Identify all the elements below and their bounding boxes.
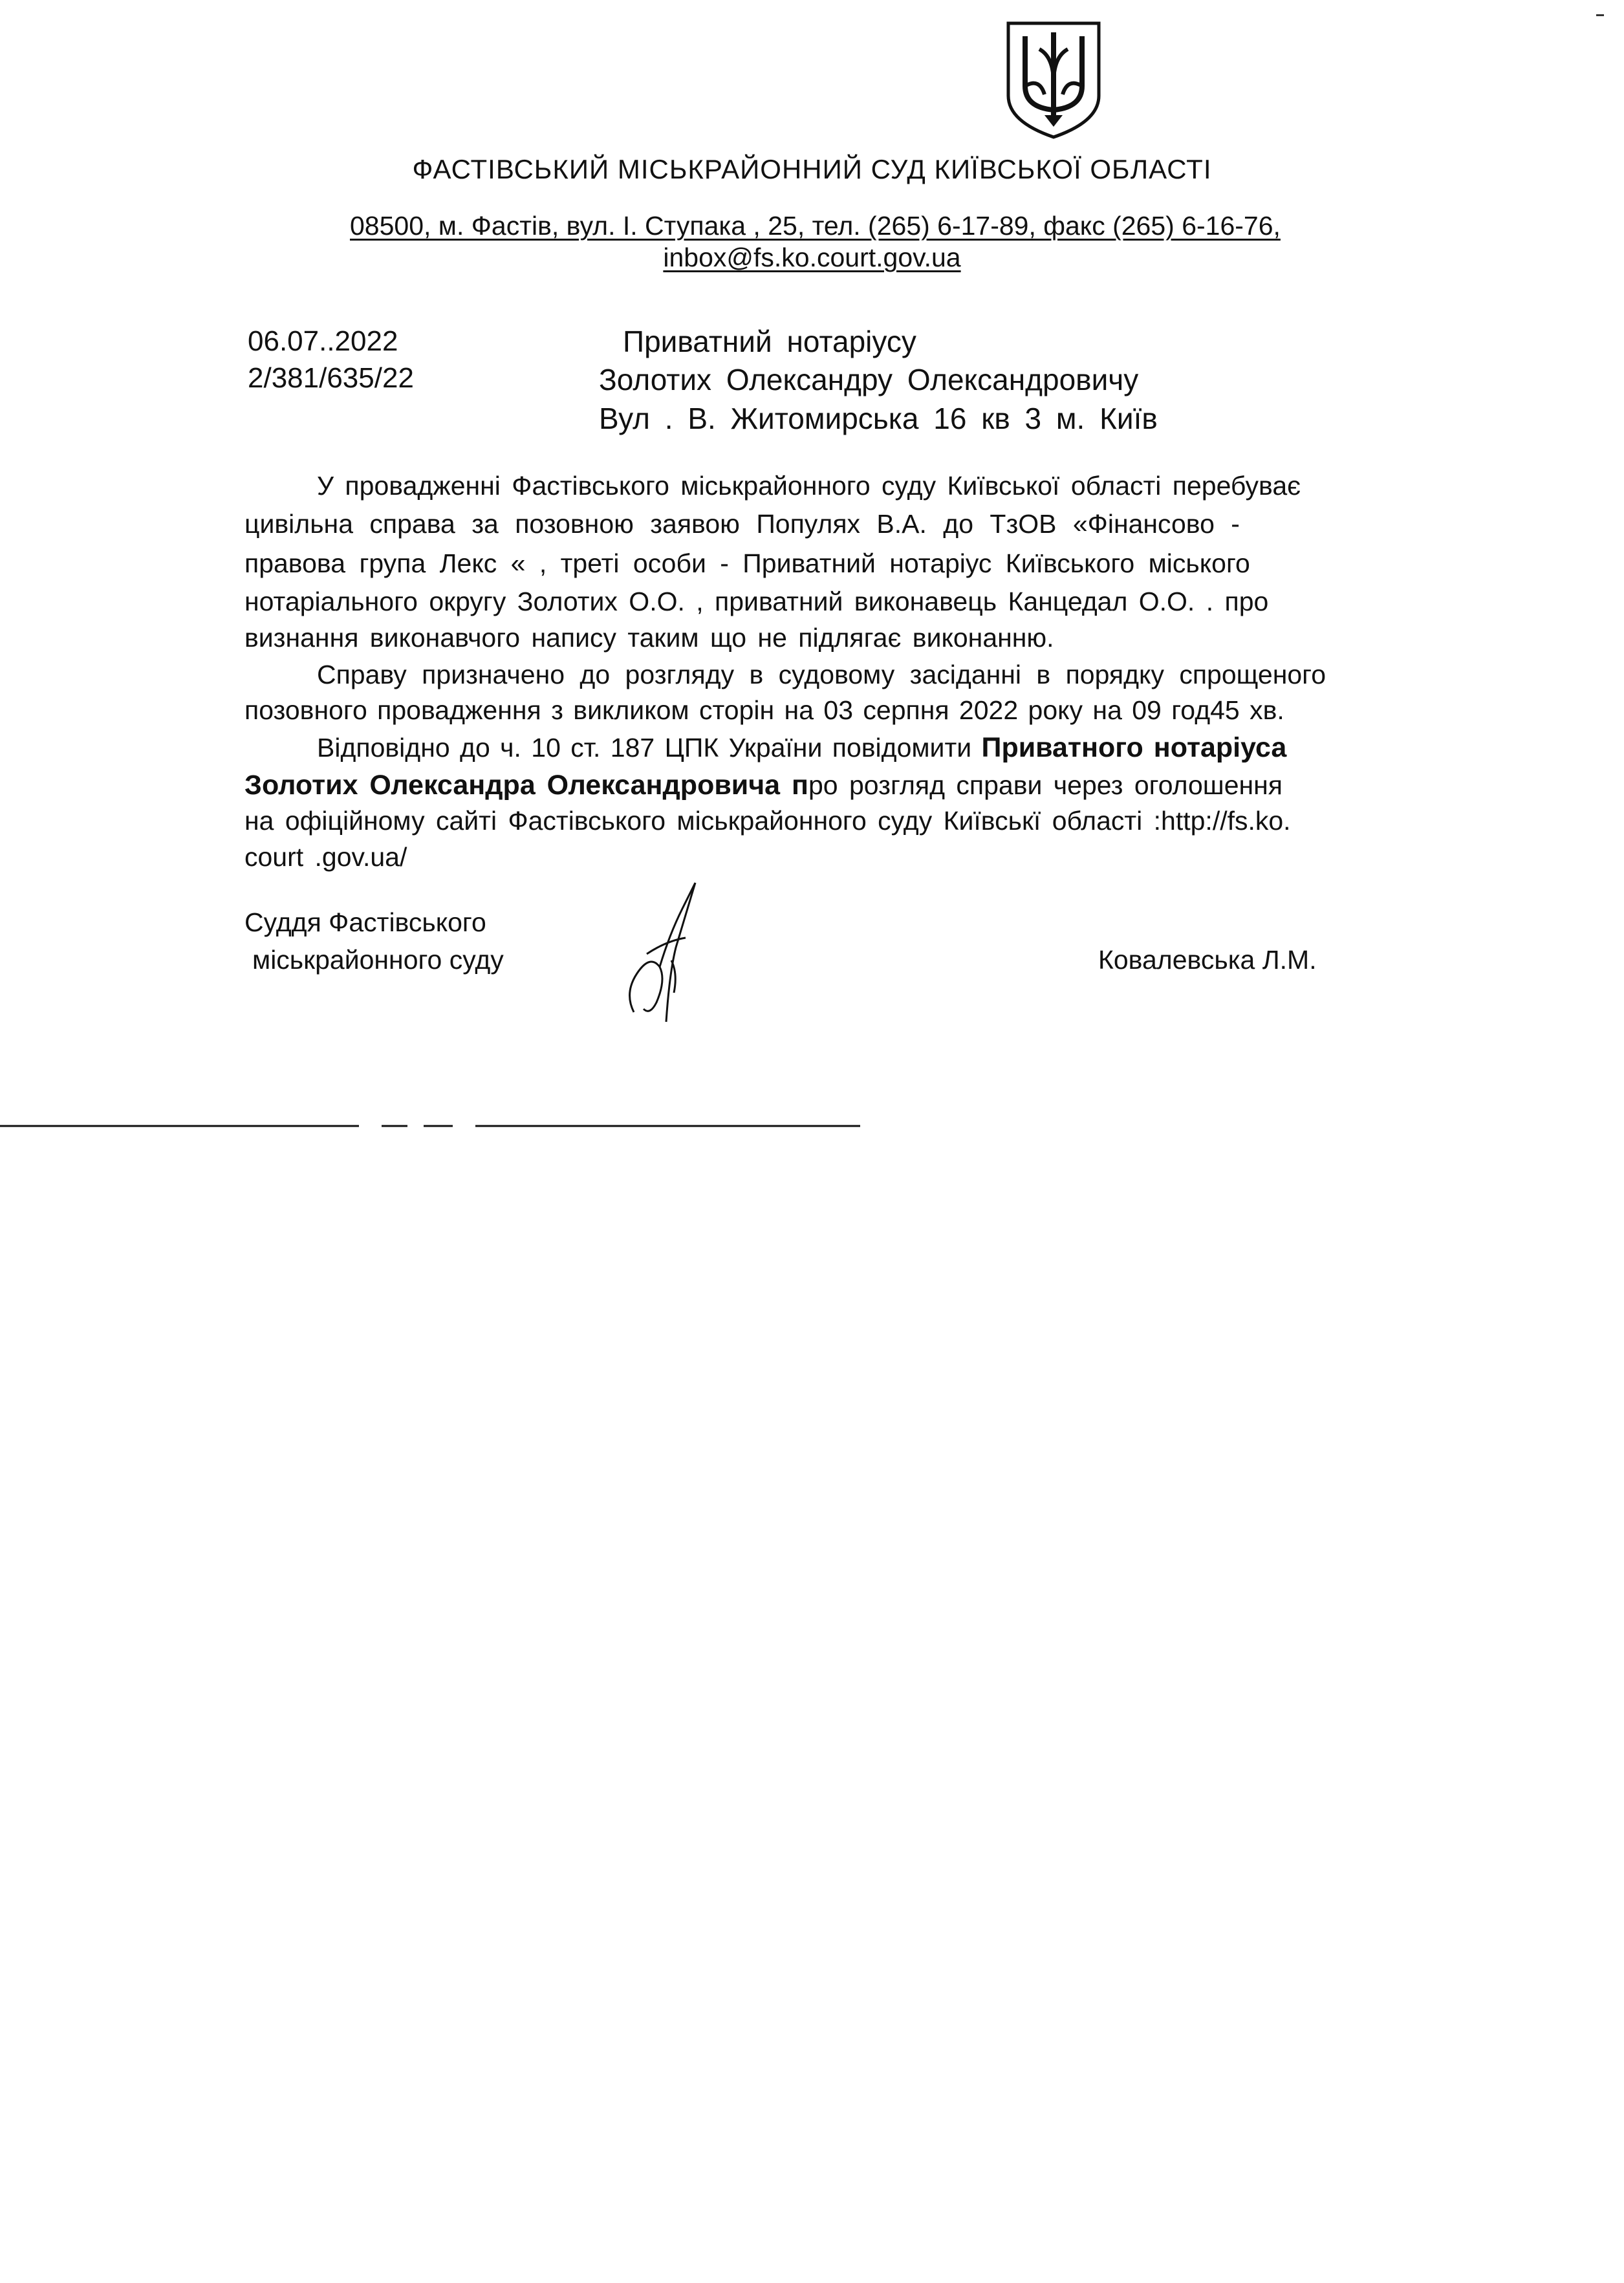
- body-text-line: У провадженні Фастівського міськрайонного суду Київської області перебуває: [317, 471, 1301, 501]
- body-text-line: нотаріального округу Золотих О.О. , приватний виконавець Канцедал О.О. . про: [244, 587, 1269, 616]
- judge-name: Ковалевська Л.М.: [1098, 945, 1317, 975]
- body-text-line: правова група Лекс « , треті особи - Приватний нотаріус Київського міського: [244, 548, 1250, 578]
- body-text-line: позовного провадження з викликом сторін на 03 серпня 2022 року на 09 год45 хв.: [244, 695, 1284, 725]
- body-text-line: визнання виконавчого напису таким що не підлягає виконанню.: [244, 623, 1054, 653]
- handwritten-signature: [621, 876, 705, 1025]
- judge-position-line1: Суддя Фастівського: [244, 907, 486, 937]
- body-text-line: Справу призначено до розгляду в судовому засіданні в порядку спрощеного: [317, 660, 1326, 689]
- letter-date: 06.07..2022: [248, 325, 398, 357]
- court-address: 08500, м. Фастів, вул. І. Ступака , 25, тел. (265) 6-17-89, факс (265) 6-16-76,: [350, 211, 1281, 241]
- body-text-line: [244, 806, 1291, 836]
- recipient-name: Золотих Олександру Олександровичу: [599, 363, 1139, 396]
- separator-line: [0, 1124, 860, 1128]
- body-text-line: цивільна справа за позовною заявою Популях В.А. до ТзОВ «Фінансово -: [244, 509, 1240, 539]
- body-text-line: Відповідно до ч. 10 ст. 187 ЦПК України повідомити Приватного нотаріуса: [317, 732, 1287, 763]
- body-text-line: Золотих Олександра Олександровича про розгляд справи через оголошення: [244, 770, 1283, 801]
- court-email[interactable]: inbox@fs.ko.court.gov.ua: [663, 243, 961, 272]
- body-text-line: court .gov.ua/: [244, 842, 407, 872]
- court-name: ФАСТІВСЬКИЙ МІСЬКРАЙОННИЙ СУД КИЇВСЬКОЇ ОБЛАСТІ: [412, 154, 1212, 184]
- judge-position-line2: міськрайонного суду: [252, 945, 504, 975]
- reference-number: 2/381/635/22: [248, 362, 414, 394]
- court-website-text: на офіційному сайті Фастівського міськрайонного суду Київськї області :http://fs.ko.: [244, 806, 1291, 836]
- scan-mark: [1596, 14, 1604, 16]
- trident-coat-of-arms-icon: [1002, 18, 1105, 141]
- recipient-address: Вул . В. Житомирська 16 кв 3 м. Київ: [599, 402, 1158, 435]
- recipient-title: Приватний нотаріусу: [623, 325, 916, 358]
